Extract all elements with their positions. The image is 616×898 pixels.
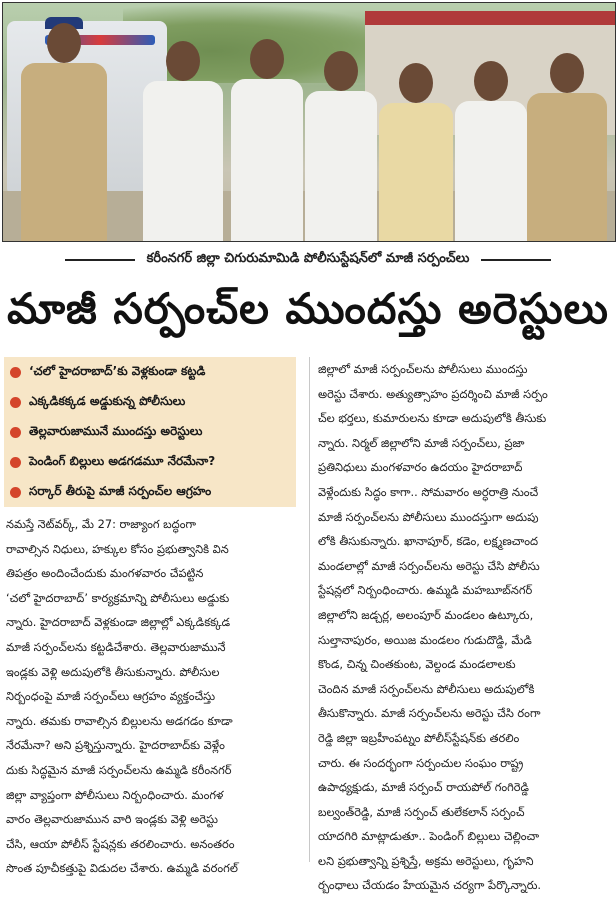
bullet-icon (10, 367, 21, 378)
article-line: కొండ, చిన్న చింతకుంట, వెల్దండ మండలాలకు (318, 657, 516, 672)
highlight-item (4, 357, 296, 387)
article-left-column (6, 512, 302, 881)
article-line: జిల్లాలో మాజీ సర్పంచ్‌లను పోలీసులు ముందస్తు (318, 362, 528, 376)
article-line: ఇండ్లకు వెళ్లి అదుపులోకి తీసుకున్నారు. పోలీసుల (6, 664, 220, 679)
article-line: రావాల్సిన నిధులు, హక్కుల కోసం ప్రభుత్వానికి విన (6, 541, 229, 556)
photo-person-police-1 (21, 17, 107, 241)
bullet-icon (10, 397, 21, 408)
highlight-item (4, 387, 296, 417)
article-line: ‘చలో హైదరాబాద్’ కార్యక్రమాన్ని పోలీసులు అడ్డుకు (6, 590, 230, 605)
article-line: సుల్తానాపురం, అయిజ మండలం గుడుదొడ్డి, మేడి (318, 632, 532, 647)
article-line: ర్బంధాలు చేయడం హేయమైన చర్యగా పేర్కొన్నారు. (318, 878, 542, 893)
photo-person-6 (455, 61, 527, 241)
article-line: చేసి, ఆయా పోలీస్ స్టేషన్లకు తరలించారు. అనంతరం (6, 836, 235, 851)
bullet-icon (10, 487, 21, 498)
article-line: ప్రతినిధులు మంగళవారం ఉదయం హైదరాబాద్ (318, 460, 523, 475)
article-line: అరెస్టు చేశారు. అత్యుత్సాహం ప్రదర్శించి మాజీ సర్పం (318, 386, 548, 401)
bullet-icon (10, 427, 21, 438)
photo-caption-text: కరీంనగర్ జిల్లా చిగురుమామిడి పోలీసుస్టేషన్‌లో మాజీ సర్పంచ్‌లు (146, 251, 470, 266)
article-line: న్నారు. హైదరాబాద్ వెళ్లకుండా జిల్లాల్లో ఎక్కడికక్కడ (6, 615, 231, 630)
article-line: చారు. ఈ సందర్భంగా సర్పంచుల సంఘం రాష్ట్ర (318, 755, 524, 770)
article-line: మాజీ సర్పంచ్‌లను కట్టడిచేశారు. తెల్లవారుజామునే (6, 639, 226, 654)
highlight-item (4, 417, 296, 447)
article-line: మండలాల్లో మాజీ సర్పంచ్‌లను అరెస్టు చేసి పోలీసు (318, 558, 540, 573)
article-line: లని ప్రభుత్వాన్ని ప్రశ్నిస్తే, అక్రమ అరెస్టులు, గృహని (318, 853, 534, 868)
photo-person-4 (305, 51, 377, 241)
caption-rule-right (481, 259, 551, 261)
article-line: నమస్తే నెట్‌వర్క్, మే 27: రాజ్యాంగ బద్ధంగా (6, 517, 196, 531)
article-line: స్టేషన్లలో నిర్బంధించారు. ఉమ్మడి మహబూబ్‌నగర్ (318, 583, 533, 598)
article-line: చెందిన మాజీ సర్పంచ్‌లను పోలీసులు అదుపులోకి (318, 681, 535, 696)
article-line: బల్వంత్‌రెడ్డి, మాజీ సర్పంచ్ తులేకలాన్ సర్పంచ్ (318, 804, 525, 819)
article-line: నేరమేనా? అని ప్రశ్నిస్తున్నారు. హైదరాబాద్‌కు వెళ్లేం (6, 738, 225, 753)
caption-rule-left (65, 259, 135, 261)
news-photo (2, 2, 616, 242)
highlight-text: ‘చలో హైదరాబాద్’కు వెళ్లకుండా కట్టడి (29, 363, 206, 378)
highlights-box (4, 357, 296, 507)
article-line: వెళ్లేందుకు సిద్ధం కాగా.. సోమవారం అర్ధరాత్రి నుంచే (318, 484, 539, 499)
photo-caption (0, 248, 616, 272)
article-line: ఉపాధ్యక్షుడు, మాజీ సర్పంచ్ రాయపోల్ గంగిరెడ్డి (318, 780, 529, 795)
highlight-text: సర్కార్ తీరుపై మాజీ సర్పంచ్‌ల ఆగ్రహం (29, 483, 212, 498)
highlight-item (4, 477, 296, 507)
bullet-icon (10, 457, 21, 468)
article-line: న్నారు. తమకు రావాల్సిన బిల్లులను అడగడం కూడా (6, 713, 233, 728)
article-line: తీసుకొన్నారు. మాజీ సర్పంచ్‌లను అరెస్టు చేసి రంగా (318, 706, 541, 721)
headline: మాజీ సర్పంచ్‌ల ముందస్తు అరెస్టులు (7, 284, 609, 333)
article-line: సొంత పూచీకత్తుపై విడుదల చేశారు. ఉమ్మడి వరంగల్ (6, 861, 238, 876)
column-divider (309, 357, 310, 862)
highlight-text: ఎక్కడికక్కడ అడ్డుకున్న పోలీసులు (29, 393, 186, 408)
article-line: జిల్లా వ్యాప్తంగా పోలీసులు నిర్బంధించారు. మంగళ (6, 787, 224, 802)
article-line: దుకు సిద్ధమైన మాజీ సర్పంచ్‌లను ఉమ్మడి కరీంనగర్ (6, 762, 232, 777)
article-line: రెడ్డి జిల్లా ఇబ్రహీంపట్నం పోలీస్‌స్టేషన్‌కు తరలిం (318, 730, 520, 745)
photo-person-3 (231, 39, 303, 241)
photo-person-2 (143, 41, 223, 241)
article-line: చ్‌ల భర్తలు, కుమారులను కూడా అదుపులోకి తీసుకు (318, 411, 547, 426)
article-line: తిపత్రం అందించేందుకు మంగళవారం చేపట్టిన (6, 566, 204, 581)
article-right-column (318, 357, 612, 898)
article-line: లోకి తీసుకున్నారు. ఖానాపూర్, కడెం, లక్ష్మణచాంద (318, 534, 539, 549)
article-line: జిల్లాలోని జడ్చర్ల, అలంపూర్ మండలం ఉట్కూరు, (318, 607, 534, 622)
highlight-item (4, 447, 296, 477)
article-line: మాజీ సర్పంచ్‌లను పోలీసులు ముందస్తుగా అదుపు (318, 509, 539, 524)
photo-person-police-2 (527, 47, 607, 241)
highlight-text: పెండింగ్ బిల్లులు అడగడమూ నేరమేనా? (29, 453, 216, 468)
article-line: నిర్బంధంపై మాజీ సర్పంచ్‌లు ఆగ్రహం వ్యక్తంచేస్తు (6, 689, 216, 704)
article-line: యాదగిరి మాట్లాడుతూ.. పెండింగ్ బిల్లులు చెల్లించా (318, 829, 540, 844)
article-line: వారం తెల్లవారుజామున వారి ఇండ్లకు వెళ్లి అరెస్టు (6, 812, 218, 827)
photo-person-5 (379, 63, 453, 241)
article-line: న్నారు. నిర్మల్ జిల్లాలోని మాజీ సర్పంచ్‌లు, ప్రజా (318, 435, 525, 450)
highlight-text: తెల్లవారుజామునే ముందస్తు అరెస్టులు (29, 423, 203, 438)
